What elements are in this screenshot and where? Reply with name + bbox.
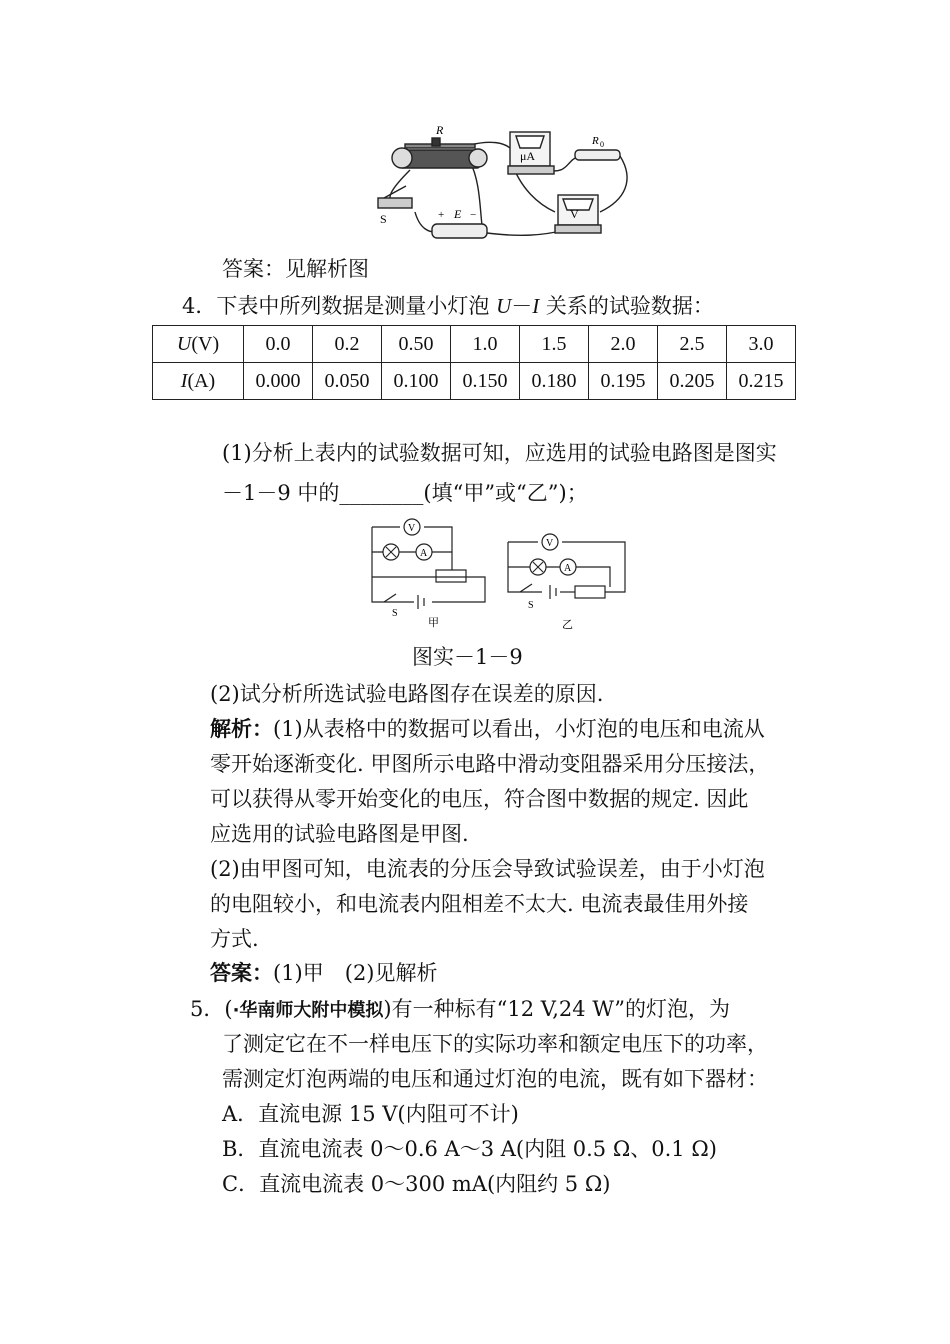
apparatus-label-R0: R	[592, 135, 599, 147]
analysis-line-1: 解析：(1)从表格中的数据可以看出，小灯泡的电压和电流从	[210, 716, 765, 741]
circuit-jia-label: 甲	[428, 617, 439, 629]
q5-source: ·华南师大附中模拟	[232, 1000, 384, 1021]
analysis-line-3: 可以获得从零开始变化的电压，符合图中数据的规定. 因此	[210, 787, 749, 811]
apparatus-label-R: R	[436, 123, 444, 137]
answer-label: 答案：	[210, 960, 273, 985]
table-cell: 0.195	[589, 363, 658, 400]
circuit-yi-label: 乙	[562, 619, 573, 631]
analysis-line-5: (2)由甲图可知，电流表的分压会导致试验误差，由于小灯泡	[210, 857, 765, 881]
q4-answer: 答案：(1)甲 (2)见解析	[210, 960, 438, 985]
table-cell: 0.205	[658, 363, 727, 400]
analysis-line-6: 的电阻较小，和电流表内阻相差不太大. 电流表最佳用外接	[210, 892, 749, 916]
q4-sub1-line1: (1)分析上表内的试验数据可知，应选用的试验电路图是图实	[222, 441, 777, 465]
circuit-yi-S: S	[528, 600, 534, 611]
q4-stem	[182, 291, 714, 321]
q4-number: 4．	[182, 294, 217, 318]
q4-stem-U: U	[496, 294, 512, 318]
previous-answer: 答案：见解析图	[222, 257, 369, 281]
apparatus-label-S: S	[380, 212, 387, 226]
data-table	[152, 325, 796, 400]
apparatus-label-R0-sub: 0	[600, 140, 604, 149]
circuit-diagrams	[360, 512, 640, 637]
circuit-yi-V: V	[546, 538, 554, 549]
table-cell: 0.0	[244, 326, 313, 363]
q5-option-b: B．直流电流表 0～0.6 A～3 A(内阻 0.5 Ω、0.1 Ω)	[222, 1137, 717, 1161]
table-cell: 2.0	[589, 326, 658, 363]
table-header-I: I(A)	[153, 363, 244, 400]
circuit-jia-A: A	[420, 548, 428, 559]
apparatus-label-minus: −	[470, 209, 477, 221]
apparatus-diagram	[370, 120, 640, 245]
table-cell: 2.5	[658, 326, 727, 363]
table-cell: 0.050	[313, 363, 382, 400]
analysis-line-4: 应选用的试验电路图是甲图.	[210, 822, 469, 846]
table-row	[153, 363, 796, 400]
apparatus-label-microamp: μA	[520, 149, 536, 163]
figure-caption: 图实－1－9	[412, 645, 523, 669]
q5-number: 5．	[190, 997, 225, 1021]
q5-line-3: 需测定灯泡两端的电压和通过灯泡的电流，既有如下器材：	[222, 1067, 768, 1091]
table-cell: 0.150	[451, 363, 520, 400]
table-cell: 0.215	[727, 363, 796, 400]
table-cell: 3.0	[727, 326, 796, 363]
table-cell: 0.000	[244, 363, 313, 400]
circuit-yi-A: A	[564, 563, 572, 574]
table-row	[153, 326, 796, 363]
q4-sub2: (2)试分析所选试验电路图存在误差的原因.	[210, 682, 604, 706]
table-cell: 0.50	[382, 326, 451, 363]
table-cell: 0.100	[382, 363, 451, 400]
q4-stem-b: 关系的试验数据：	[539, 294, 714, 318]
table-cell: 0.2	[313, 326, 382, 363]
analysis-line-2: 零开始逐渐变化. 甲图所示电路中滑动变阻器采用分压接法，	[210, 752, 770, 776]
q4-stem-I: I	[532, 294, 540, 318]
apparatus-label-plus: +	[438, 209, 445, 221]
circuit-jia-V: V	[408, 523, 416, 534]
analysis-line-7: 方式.	[210, 927, 259, 951]
q5-option-c: C．直流电流表 0～300 mA(内阻约 5 Ω)	[222, 1172, 611, 1196]
q4-stem-dash: －	[511, 294, 533, 318]
apparatus-label-V: V	[570, 207, 579, 221]
q4-sub1-line2: －1－9 中的________(填“甲”或“乙”)；	[222, 481, 588, 505]
table-cell: 1.0	[451, 326, 520, 363]
circuit-jia-S: S	[392, 608, 398, 619]
q5-line-1: 5．(·华南师大附中模拟)有一种标有“12 V,24 W”的灯泡，为	[190, 997, 731, 1021]
analysis-label: 解析：	[210, 716, 273, 741]
q5-option-a: A．直流电源 15 V(内阻可不计)	[222, 1102, 519, 1126]
q5-line-2: 了测定它在不一样电压下的实际功率和额定电压下的功率，	[222, 1032, 768, 1056]
apparatus-label-E: E	[454, 207, 462, 221]
q4-stem-a: 下表中所列数据是测量小灯泡	[216, 294, 497, 318]
table-header-U: U(V)	[153, 326, 244, 363]
table-cell: 0.180	[520, 363, 589, 400]
table-cell: 1.5	[520, 326, 589, 363]
